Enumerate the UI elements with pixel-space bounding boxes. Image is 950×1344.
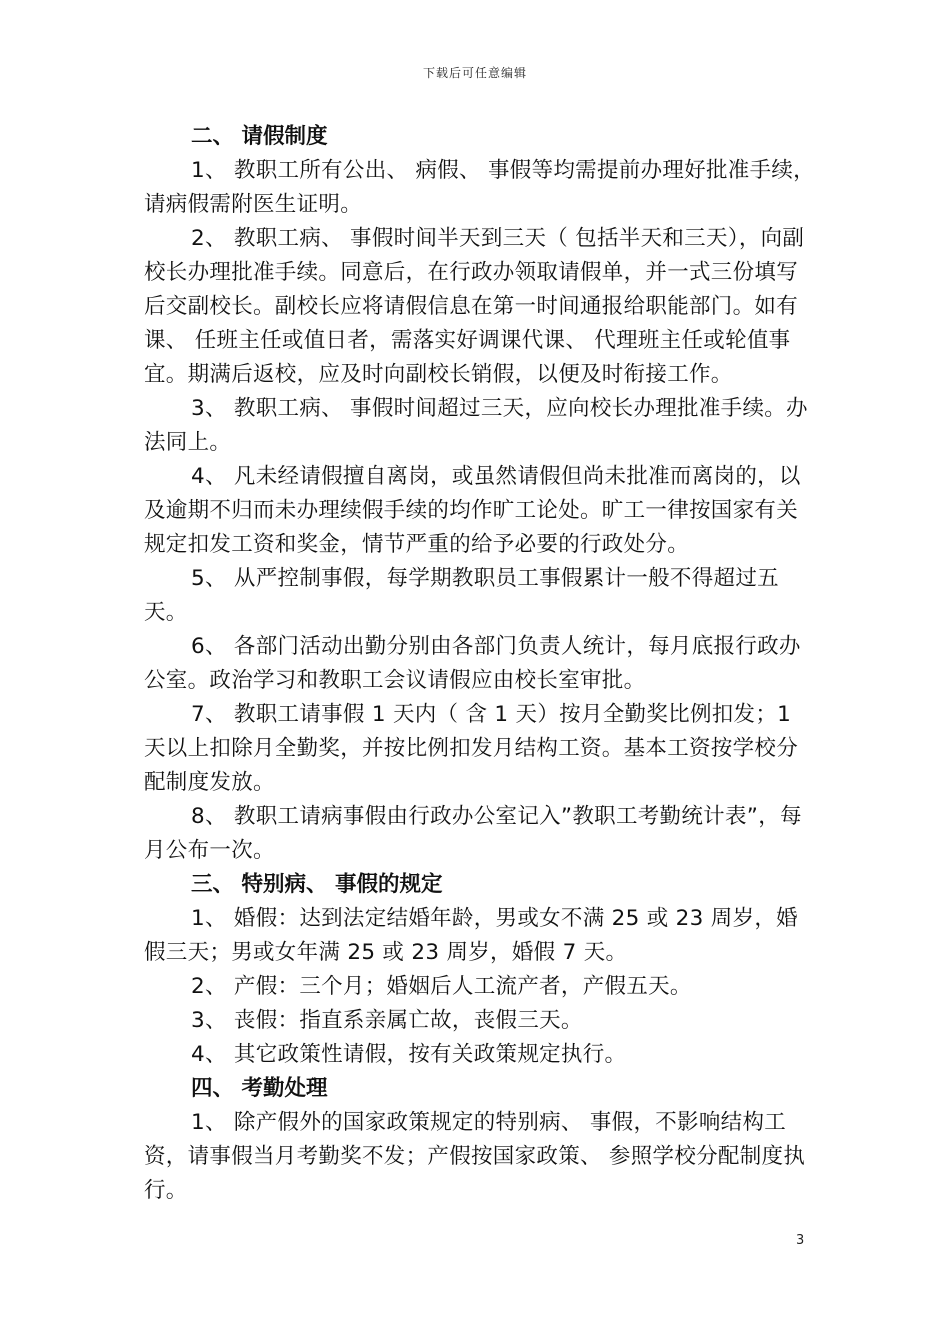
paragraph: 1、 婚假：达到法定结婚年龄，男或女不满 25 或 23 周岁，婚假三天；男或女年满 25 或 23 周岁，婚假 7 天。 (144, 906, 798, 965)
section-heading: 二、 请假制度 (191, 124, 328, 149)
paragraph: 2、 产假：三个月；婚姻后人工流产者，产假五天。 (191, 974, 692, 999)
page-header: 下载后可任意编辑 (422, 66, 527, 80)
paragraph: 3、 丧假：指直系亲属亡故，丧假三天。 (191, 1008, 583, 1033)
document-body (144, 120, 816, 1208)
paragraph: 4、 凡未经请假擅自离岗，或虽然请假但尚未批准而离岗的，以及逾期不归而未办理续假手续的均作旷工论处。旷工一律按国家有关规定扣发工资和奖金，情节严重的给予必要的行政处分。 (144, 464, 801, 557)
paragraph: 5、 从严控制事假，每学期教职员工事假累计一般不得超过五天。 (144, 566, 779, 625)
section-heading: 四、 考勤处理 (191, 1076, 328, 1101)
section-heading: 三、 特别病、 事假的规定 (191, 872, 443, 897)
paragraph: 6、 各部门活动出勤分别由各部门负责人统计，每月底报行政办公室。政治学习和教职工会议请假应由校长室审批。 (144, 634, 801, 693)
paragraph: 1、 除产假外的国家政策规定的特别病、 事假，不影响结构工资，请事假当月考勤奖不发；产假按国家政策、 参照学校分配制度执行。 (144, 1110, 806, 1203)
paragraph: 3、 教职工病、 事假时间超过三天，应向校长办理批准手续。办法同上。 (144, 396, 808, 455)
page-number: 3 (796, 1233, 805, 1248)
paragraph: 1、 教职工所有公出、 病假、 事假等均需提前办理好批准手续，请病假需附医生证明。 (144, 158, 815, 217)
paragraph: 8、 教职工请病事假由行政办公室记入”教职工考勤统计表”，每月公布一次。 (144, 804, 802, 863)
paragraph: 4、 其它政策性请假，按有关政策规定执行。 (191, 1042, 627, 1067)
paragraph: 2、 教职工病、 事假时间半天到三天（ 包括半天和三天），向副校长办理批准手续。同意后，在行政办领取请假单，并一式三份填写后交副校长。副校长应将请假信息在第一时间通报给职能部门。如有课、 任班主任或值日者，需落实好调课代课、 代理班主任或轮值事宜。期满后返校，应及时向副校长销假，以便及时衔接工作。 (144, 226, 805, 387)
paragraph: 7、 教职工请事假 1 天内（ 含 1 天）按月全勤奖比例扣发；1 天以上扣除月全勤奖，并按比例扣发月结构工资。基本工资按学校分配制度发放。 (144, 702, 799, 795)
